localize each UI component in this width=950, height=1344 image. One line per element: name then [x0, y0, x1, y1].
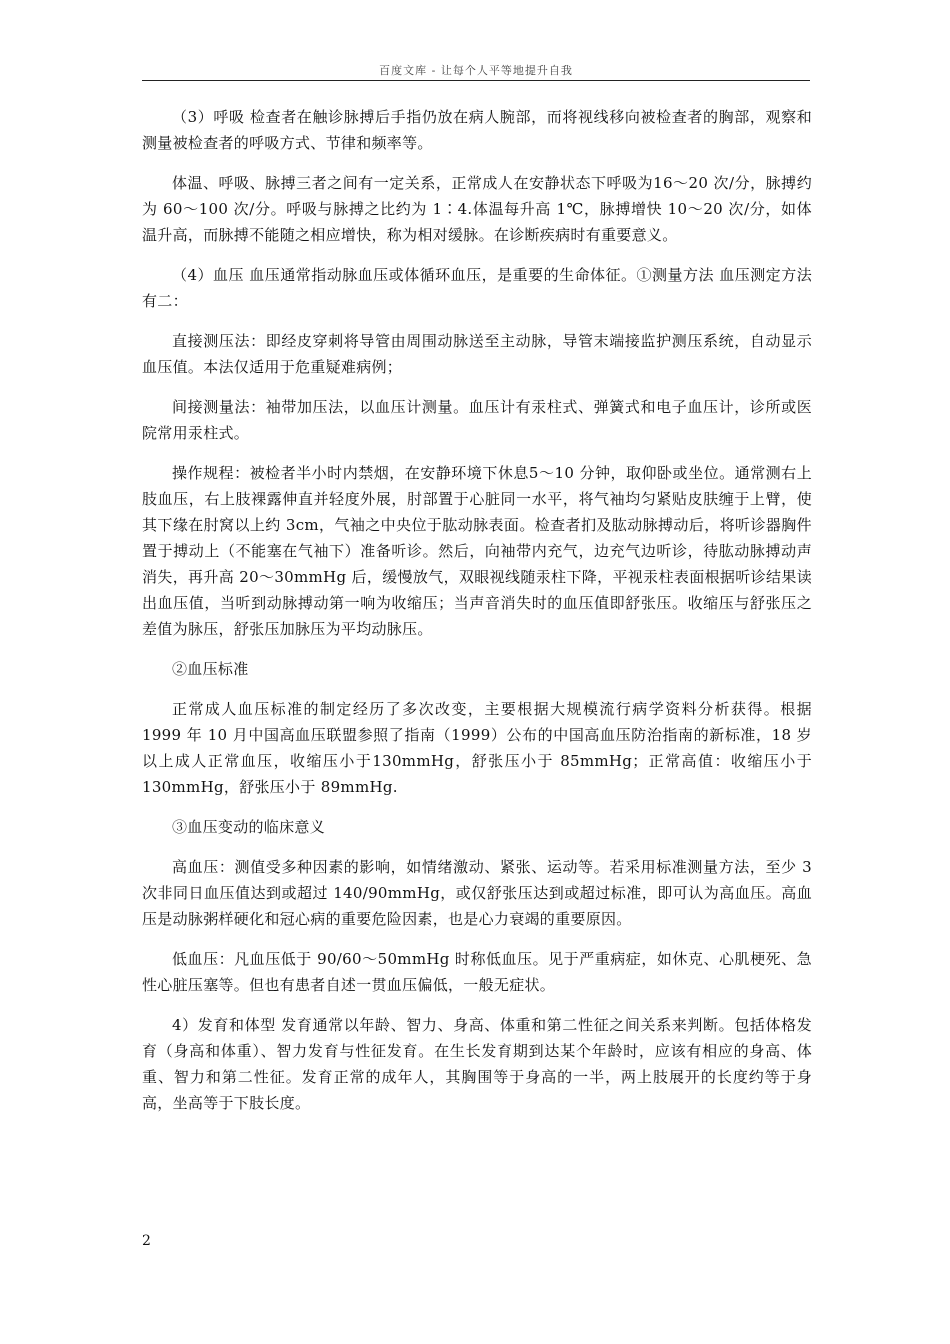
paragraph-blood-pressure: （4）血压 血压通常指动脉血压或体循环血压，是重要的生命体征。①测量方法 血压测定方法有二： — [142, 266, 812, 310]
paragraph-indirect-method: 间接测量法：袖带加压法，以血压计测量。血压计有汞柱式、弹簧式和电子血压计，诊所或医院常用汞柱式。 — [142, 398, 812, 442]
paragraph-bp-standard: 正常成人血压标准的制定经历了多次改变，主要根据大规模流行病学资料分析获得。根据 1999 年 10 月中国高血压联盟参照了指南（1999）公布的中国高血压防治指南的新标准，18 岁以上成人正常血压，收缩压小于130mmHg，舒张压小于 85mmHg；正常高值：收缩压小于 130mmHg，舒张压小于 89mmHg. — [142, 700, 812, 796]
paragraph-procedure: 操作规程：被检者半小时内禁烟，在安静环境下休息5～10 分钟，取仰卧或坐位。通常测右上肢血压，右上肢裸露伸直并轻度外展，肘部置于心脏同一水平，将气袖均匀紧贴皮肤缠于上臂，使其下缘在肘窝以上约 3cm，气袖之中央位于肱动脉表面。检查者扪及肱动脉搏动后，将听诊器胸件置于搏动上（不能塞在气袖下）准备听诊。然后，向袖带内充气，边充气边听诊，待肱动脉搏动声消失，再升高 20～30mmHg 后，缓慢放气，双眼视线随汞柱下降，平视汞柱表面根据听诊结果读出血压值，当听到动脉搏动第一响为收缩压；当声音消失时的血压值即舒张压。收缩压与舒张压之差值为脉压，舒张压加脉压为平均动脉压。 — [142, 464, 812, 638]
paragraph-development: 4）发育和体型 发育通常以年龄、智力、身高、体重和第二性征之间关系来判断。包括体格发育（身高和体重）、智力发育与性征发育。在生长发育期到达某个年龄时，应该有相应的身高、体重、智力和第二性征。发育正常的成年人，其胸围等于身高的一半，两上肢展开的长度约等于身高，坐高等于下肢长度。 — [142, 1016, 812, 1112]
heading-bp-standard: ②血压标准 — [172, 660, 249, 678]
header-text: 百度文库 - 让每个人平等地提升自我 — [379, 64, 573, 77]
paragraph-hypertension: 高血压：测值受多种因素的影响，如情绪激动、紧张、运动等。若采用标准测量方法，至少 3 次非同日血压值达到或超过 140/90mmHg，或仅舒张压达到或超过标准，即可认为高血压。高血压是动脉粥样硬化和冠心病的重要危险因素，也是心力衰竭的重要原因。 — [142, 858, 812, 928]
paragraph-vital-relationship: 体温、呼吸、脉搏三者之间有一定关系，正常成人在安静状态下呼吸为16～20 次/分，脉搏约为 60～100 次/分。呼吸与脉搏之比约为 1∶4.体温每升高 1℃，脉搏增快 10～20 次/分，如体温升高，而脉搏不能随之相应增快，称为相对缓脉。在诊断疾病时有重要意义。 — [142, 174, 812, 244]
paragraph-respiration: （3）呼吸 检查者在触诊脉搏后手指仍放在病人腕部，而将视线移向被检查者的胸部，观察和测量被检查者的呼吸方式、节律和频率等。 — [142, 108, 812, 152]
paragraph-hypotension: 低血压：凡血压低于 90/60～50mmHg 时称低血压。见于严重病症，如休克、心肌梗死、急性心脏压塞等。但也有患者自述一贯血压偏低，一般无症状。 — [142, 950, 812, 994]
document-body — [142, 104, 812, 1130]
page-header — [142, 64, 810, 81]
paragraph-direct-method: 直接测压法：即经皮穿刺将导管由周围动脉送至主动脉，导管末端接监护测压系统，自动显示血压值。本法仅适用于危重疑难病例； — [142, 332, 812, 376]
heading-bp-clinical: ③血压变动的临床意义 — [172, 818, 326, 836]
page-number: 2 — [142, 1233, 151, 1249]
